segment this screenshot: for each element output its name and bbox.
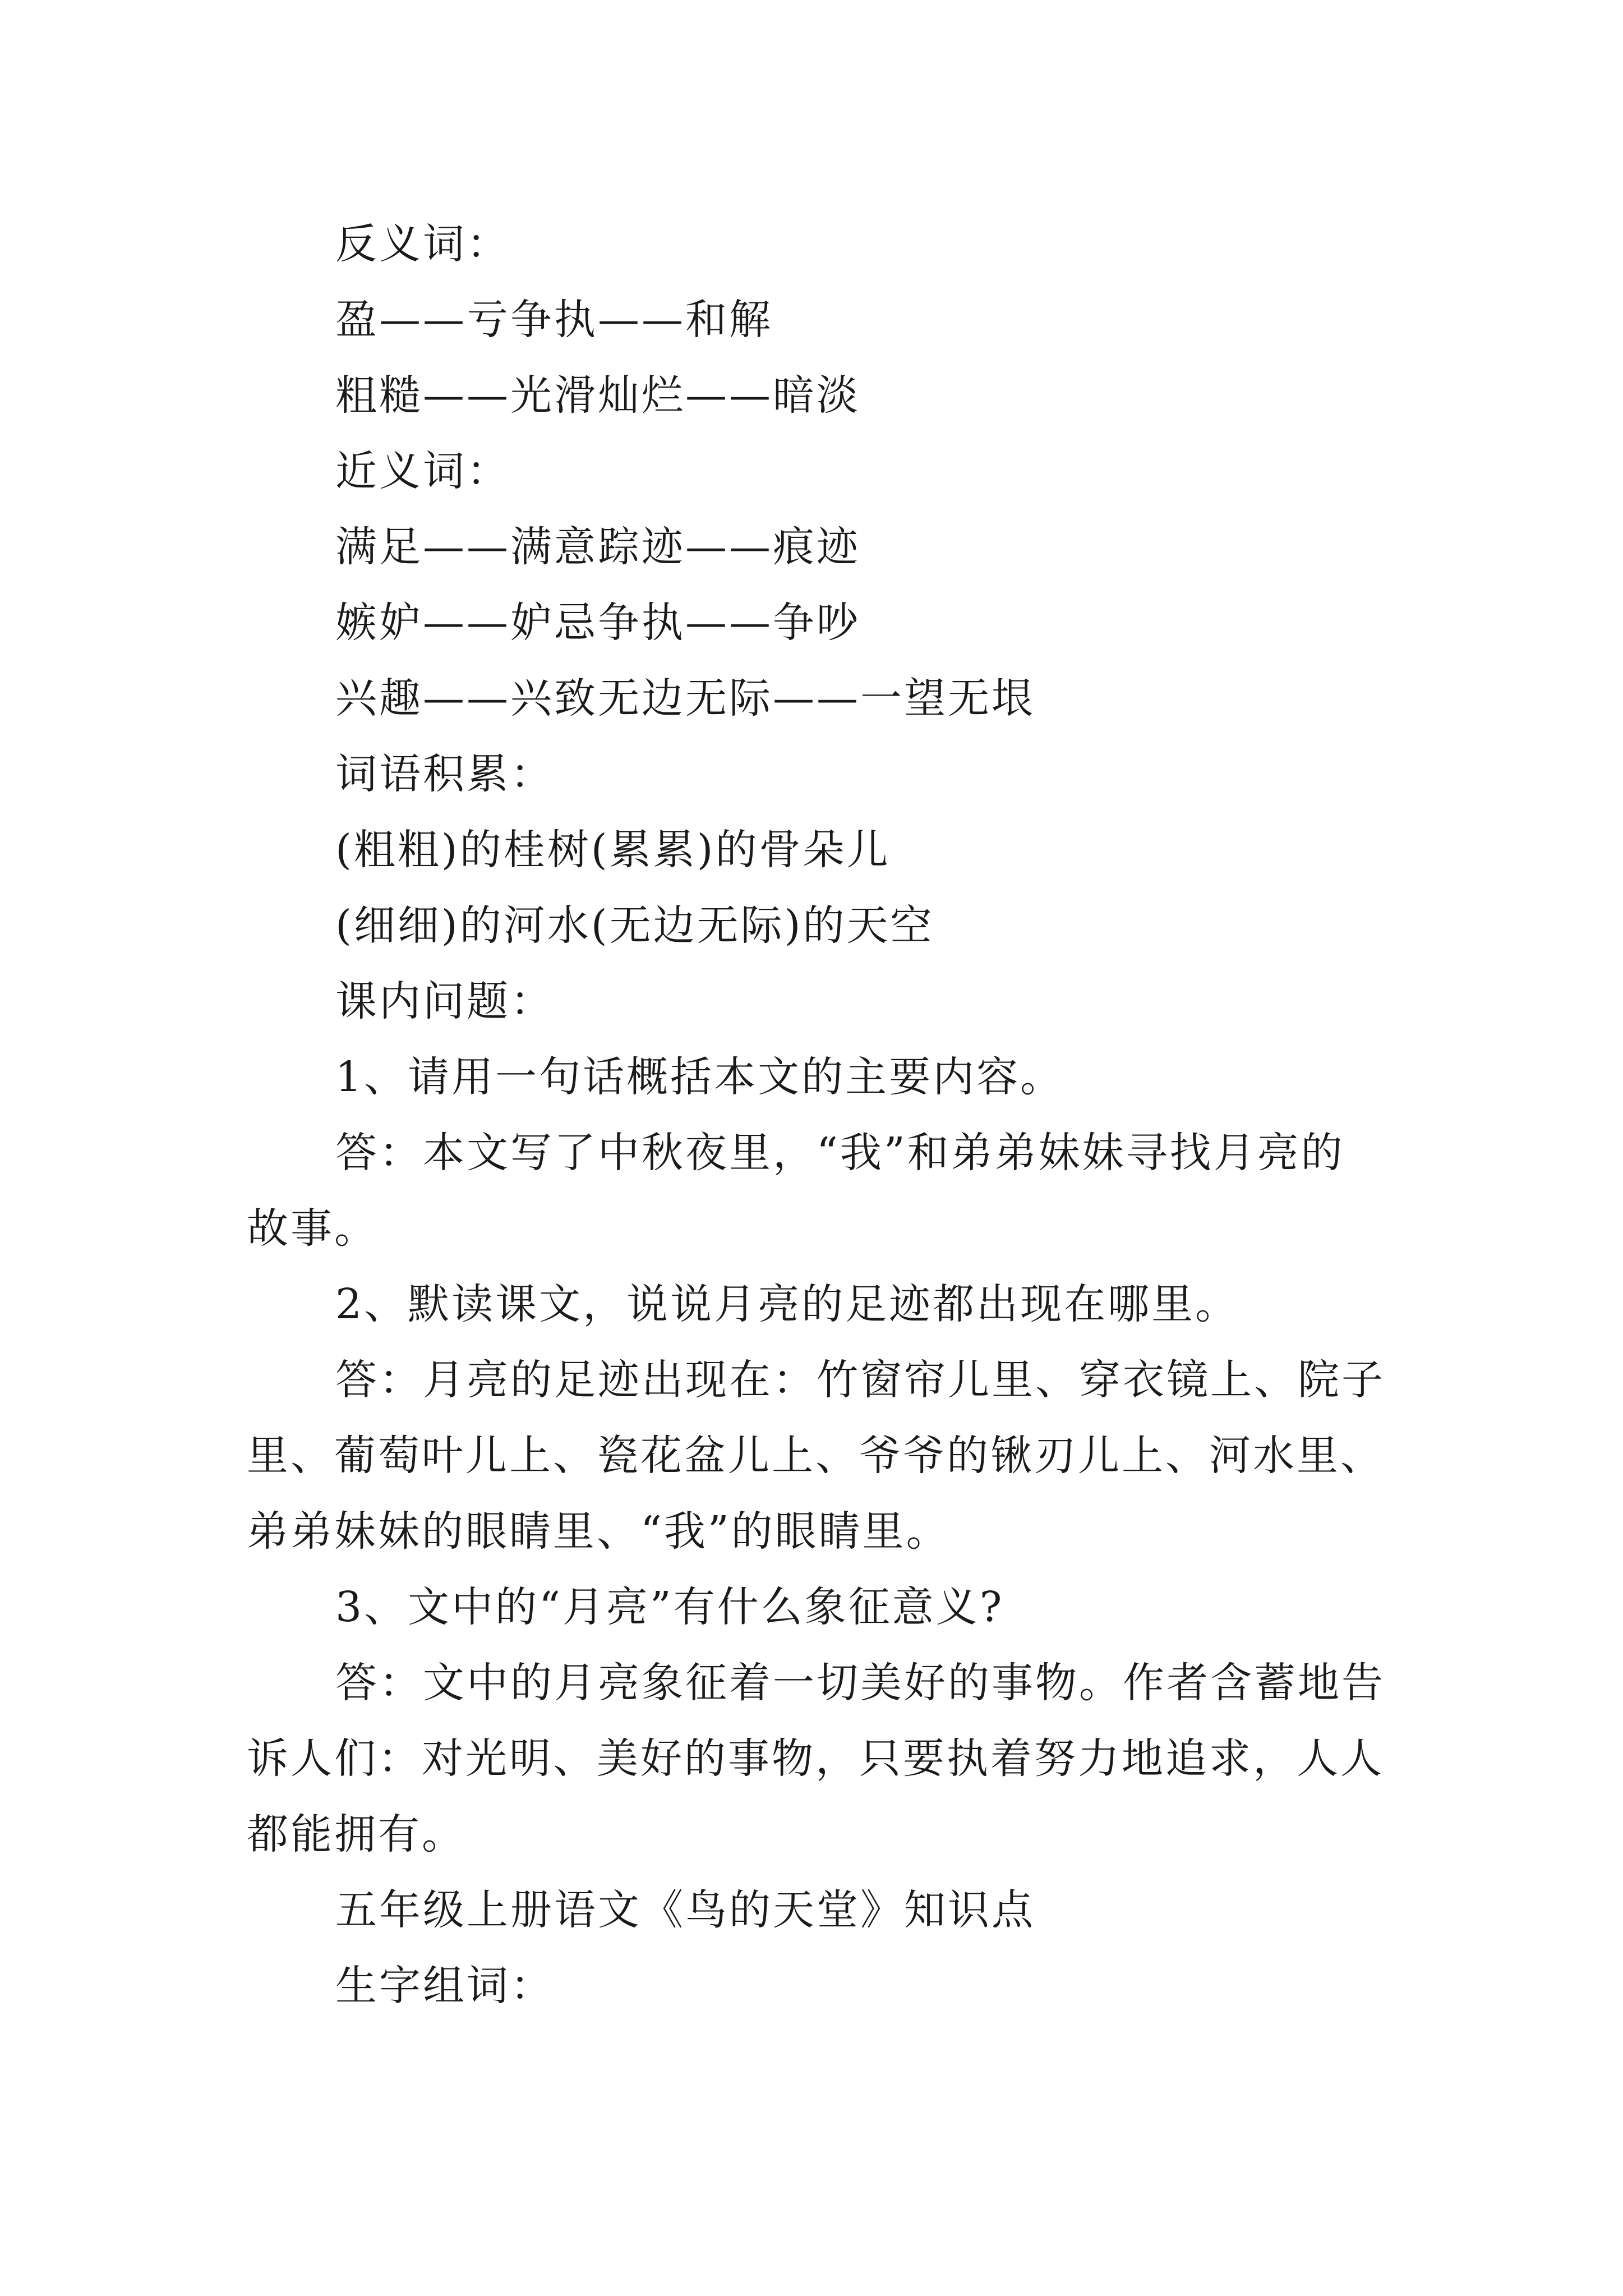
heading-character-words: 生字组词： (335, 1962, 554, 2010)
answer-3-line-3: 都能拥有。 (247, 1810, 465, 1858)
answer-1-line-1: 答：本文写了中秋夜里，“我”和弟弟妹妹寻找月亮的 (335, 1129, 1345, 1177)
section-title: 五年级上册语文《鸟的天堂》知识点 (335, 1886, 1035, 1934)
synonym-line-2: 嫉妒——妒忌争执——争吵 (335, 599, 860, 647)
synonym-line-3: 兴趣——兴致无边无际——一望无垠 (335, 674, 1035, 723)
answer-1-line-2: 故事。 (247, 1204, 378, 1253)
synonym-line-1: 满足——满意踪迹——痕迹 (335, 523, 860, 571)
answer-2-line-3: 弟弟妹妹的眼睛里、“我”的眼睛里。 (247, 1507, 950, 1556)
heading-synonyms: 近义词： (335, 447, 510, 495)
vocabulary-line-2: (细细)的河水(无边无际)的天空 (335, 901, 934, 950)
heading-vocabulary: 词语积累： (335, 750, 554, 798)
heading-antonyms: 反义词： (335, 220, 510, 268)
antonym-line-2: 粗糙——光滑灿烂——暗淡 (335, 371, 860, 420)
answer-3-line-1: 答：文中的月亮象征着一切美好的事物。作者含蓄地告 (335, 1659, 1385, 1707)
question-2: 2、默读课文，说说月亮的足迹都出现在哪里。 (335, 1280, 1239, 1328)
answer-2-line-2: 里、葡萄叶儿上、瓷花盆儿上、爷爷的锹刃儿上、河水里、 (247, 1432, 1384, 1480)
vocabulary-line-1: (粗粗)的桂树(累累)的骨朵儿 (335, 826, 891, 874)
answer-3-line-2: 诉人们：对光明、美好的事物，只要执着努力地追求，人人 (247, 1734, 1384, 1783)
heading-questions: 课内问题： (335, 977, 554, 1025)
answer-2-line-1: 答：月亮的足迹出现在：竹窗帘儿里、穿衣镜上、院子 (335, 1356, 1385, 1404)
question-1: 1、请用一句话概括本文的主要内容。 (335, 1053, 1064, 1101)
antonym-line-1: 盈——亏争执——和解 (335, 296, 773, 344)
question-3: 3、文中的“月亮”有什么象征意义? (335, 1583, 1004, 1631)
